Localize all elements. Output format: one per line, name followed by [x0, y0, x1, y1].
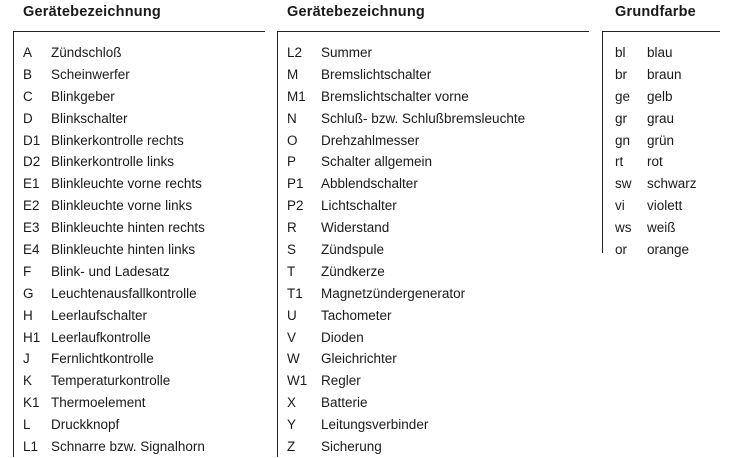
- legend-label: Summer: [321, 45, 373, 60]
- legend-label: Magnetzündergenerator: [321, 285, 466, 301]
- legend-code: E4: [23, 242, 40, 258]
- legend-code: ws: [615, 220, 632, 236]
- legend-code: U: [287, 307, 297, 323]
- legend-row: [13, 348, 265, 370]
- legend-label: Zündschloß: [51, 45, 122, 60]
- legend-row: [13, 217, 265, 239]
- legend-label: Blinkerkontrolle links: [51, 154, 175, 170]
- legend-row: [13, 42, 265, 64]
- legend-row: [602, 217, 720, 239]
- legend-row: [277, 195, 589, 217]
- legend-row: [602, 64, 720, 86]
- legend-code: br: [615, 66, 628, 82]
- legend-code: P: [287, 154, 297, 170]
- legend-row: [13, 305, 265, 327]
- legend-row: [602, 108, 720, 130]
- legend-row: [13, 86, 265, 108]
- legend-label: blau: [647, 45, 673, 60]
- legend-label: grau: [647, 110, 675, 126]
- legend-label: grün: [647, 132, 675, 148]
- legend-code: V: [287, 329, 297, 345]
- legend-label: Schalter allgemein: [321, 154, 433, 170]
- legend-code: N: [287, 110, 297, 126]
- legend-code: M1: [287, 88, 306, 104]
- legend-label: Blinkleuchte hinten rechts: [51, 220, 205, 236]
- legend-row: [602, 195, 720, 217]
- legend-code: T1: [287, 285, 303, 301]
- legend-code: J: [23, 351, 30, 367]
- legend-code: W: [287, 351, 300, 367]
- legend-code: Y: [287, 417, 297, 433]
- legend-row: [602, 151, 720, 173]
- legend-label: braun: [647, 66, 682, 82]
- legend-code: W1: [287, 373, 308, 389]
- column-header: Gerätebezeichnung: [287, 4, 425, 20]
- legend-row: [13, 283, 265, 305]
- legend-row: [277, 261, 589, 283]
- legend-row: [13, 327, 265, 349]
- legend-code: X: [287, 395, 297, 411]
- legend-row: [277, 239, 589, 261]
- legend-label: Lichtschalter: [321, 198, 397, 214]
- legend-code: L1: [23, 439, 39, 455]
- legend-row: [13, 239, 265, 261]
- legend-label: Temperaturkontrolle: [51, 373, 171, 389]
- legend-row: [13, 392, 265, 414]
- legend-label: schwarz: [647, 176, 697, 192]
- legend-row: [13, 64, 265, 86]
- legend-row: [277, 151, 589, 173]
- legend-row: [277, 392, 589, 414]
- legend-row: [13, 261, 265, 283]
- legend-label: Blink- und Ladesatz: [51, 263, 170, 279]
- legend-rows: [277, 42, 589, 458]
- legend-code: gr: [615, 110, 628, 126]
- legend-code: H1: [23, 329, 41, 345]
- legend-code: ge: [615, 88, 631, 104]
- legend-label: Scheinwerfer: [51, 66, 130, 82]
- legend-row: [602, 130, 720, 152]
- legend-row: [13, 151, 265, 173]
- legend-code: bl: [615, 45, 626, 60]
- legend-row: [13, 130, 265, 152]
- legend-label: Dioden: [321, 329, 364, 345]
- legend-code: C: [23, 88, 33, 104]
- legend-code: F: [23, 263, 32, 279]
- legend-label: Blinkleuchte vorne rechts: [51, 176, 202, 192]
- legend-code: R: [287, 220, 297, 236]
- legend-label: Bremslichtschalter: [321, 66, 432, 82]
- legend-label: Widerstand: [321, 220, 390, 236]
- legend-label: Zündspule: [321, 242, 385, 258]
- legend-rows: [13, 42, 265, 458]
- header-rule: [277, 31, 589, 32]
- legend-code: O: [287, 132, 298, 148]
- legend-code: S: [287, 242, 297, 258]
- legend-code: K1: [23, 395, 40, 411]
- legend-row: [277, 64, 589, 86]
- legend-code: T: [287, 263, 296, 279]
- legend-label: violett: [647, 198, 683, 214]
- legend-code: P1: [287, 176, 304, 192]
- legend-label: Blinkerkontrolle rechts: [51, 132, 184, 148]
- legend-label: Regler: [321, 373, 361, 389]
- legend-row: [13, 436, 265, 458]
- legend-label: Leerlaufschalter: [51, 307, 148, 323]
- legend-row: [277, 305, 589, 327]
- legend-label: Drehzahlmesser: [321, 132, 420, 148]
- legend-label: Tachometer: [321, 307, 392, 323]
- legend-label: Thermoelement: [51, 395, 146, 411]
- legend-code: rt: [615, 154, 624, 170]
- legend-code: M: [287, 66, 299, 82]
- legend-label: Leuchtenausfallkontrolle: [51, 285, 197, 301]
- legend-row: [277, 370, 589, 392]
- device-legend-column-1: [13, 0, 265, 455]
- legend-label: rot: [647, 154, 663, 170]
- header-rule: [602, 31, 720, 32]
- legend-label: Leerlaufkontrolle: [51, 329, 151, 345]
- header-rule: [13, 31, 265, 32]
- legend-code: D2: [23, 154, 41, 170]
- legend-label: gelb: [647, 88, 673, 104]
- legend-row: [13, 195, 265, 217]
- legend-row: [277, 283, 589, 305]
- column-header: Grundfarbe: [615, 4, 696, 20]
- legend-row: [277, 217, 589, 239]
- legend-label: Gleichrichter: [321, 351, 397, 367]
- legend-code: E3: [23, 220, 40, 236]
- legend-code: D: [23, 110, 33, 126]
- legend-label: orange: [647, 242, 690, 258]
- legend-code: A: [23, 45, 33, 60]
- legend-label: Bremslichtschalter vorne: [321, 88, 469, 104]
- legend-label: Batterie: [321, 395, 368, 411]
- legend-row: [277, 108, 589, 130]
- legend-label: Blinkgeber: [51, 88, 115, 104]
- legend-label: Druckknopf: [51, 417, 120, 433]
- color-legend-column: [602, 0, 720, 258]
- legend-rows: [602, 42, 720, 261]
- legend-label: Sicherung: [321, 439, 382, 455]
- legend-row: [277, 86, 589, 108]
- legend-label: Leitungsverbinder: [321, 417, 429, 433]
- legend-code: K: [23, 373, 33, 389]
- legend-code: E2: [23, 198, 40, 214]
- legend-row: [602, 86, 720, 108]
- device-legend-column-2: [277, 0, 589, 455]
- legend-code: L: [23, 417, 31, 433]
- legend-row: [277, 173, 589, 195]
- legend-label: Zündkerze: [321, 263, 385, 279]
- legend-row: [602, 173, 720, 195]
- legend-code: P2: [287, 198, 304, 214]
- legend-code: vi: [615, 198, 625, 214]
- legend-row: [277, 327, 589, 349]
- legend-code: sw: [615, 176, 632, 192]
- legend-row: [277, 348, 589, 370]
- legend-code: B: [23, 66, 33, 82]
- legend-code: E1: [23, 176, 40, 192]
- legend-row: [13, 173, 265, 195]
- legend-row: [13, 414, 265, 436]
- legend-row: [277, 42, 589, 64]
- legend-row: [13, 108, 265, 130]
- legend-label: Abblendschalter: [321, 176, 418, 192]
- legend-row: [602, 42, 720, 64]
- column-header: Gerätebezeichnung: [23, 4, 161, 20]
- legend-label: Blinkleuchte vorne links: [51, 198, 193, 214]
- legend-label: Fernlichtkontrolle: [51, 351, 154, 367]
- legend-label: Schnarre bzw. Signalhorn: [51, 439, 205, 455]
- legend-code: D1: [23, 132, 41, 148]
- legend-row: [277, 130, 589, 152]
- legend-code: Z: [287, 439, 296, 455]
- legend-code: or: [615, 242, 628, 258]
- legend-code: H: [23, 307, 33, 323]
- legend-label: weiß: [647, 220, 676, 236]
- legend-code: gn: [615, 132, 631, 148]
- legend-row: [277, 436, 589, 458]
- legend-label: Blinkleuchte hinten links: [51, 242, 196, 258]
- legend-row: [602, 239, 720, 261]
- legend-code: G: [23, 285, 34, 301]
- legend-label: Schluß- bzw. Schlußbremsleuchte: [321, 110, 526, 126]
- legend-row: [13, 370, 265, 392]
- legend-row: [277, 414, 589, 436]
- legend-label: Blinkschalter: [51, 110, 128, 126]
- legend-code: L2: [287, 45, 303, 60]
